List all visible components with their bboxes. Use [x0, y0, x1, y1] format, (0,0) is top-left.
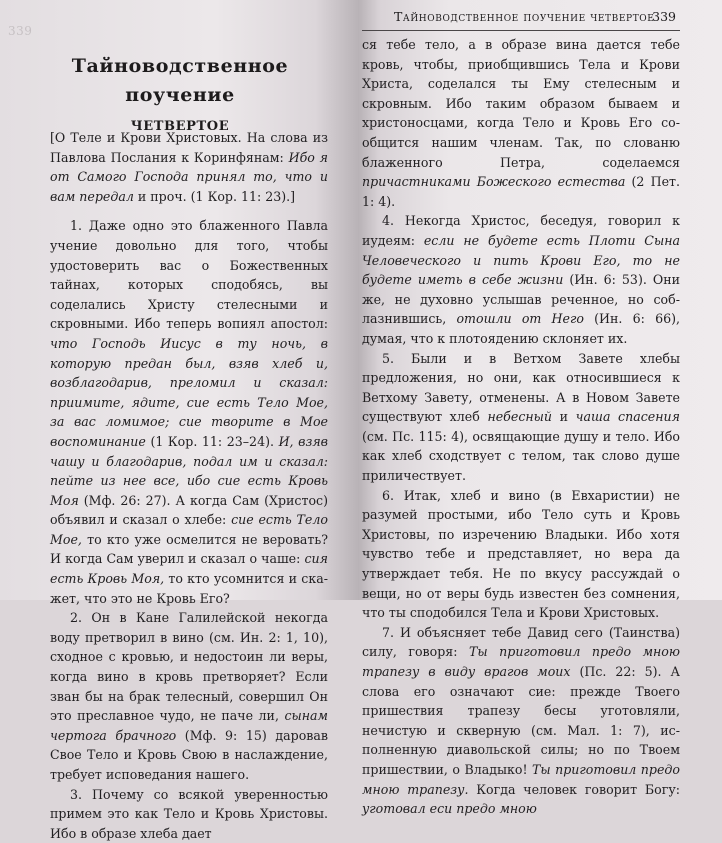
paragraph-continued: ся тебе тело, а в образе вина дается тебе кровь, чтобы, приобщившись Тела и Крови Христа, соделался ты Ему стелесным и скровным. Ибо таким образом бываем и христоносцами, когда Тело и Кровь Его сообщится нашим членам. Так, по слованю блаженного Петра, соделаемся причастниками Божеского естества (2 Пет. 1: 4).: [362, 37, 680, 209]
paragraph-7: 7. И объясняет тебе Давид сего (Таинства) силу, говоря: Ты приготовил предо мною трапезу в виду врагов моих (Пс. 22: 5). А слова его означают сие: прежде Твоего пришествия трапезу бесы уготовляли, нечистую и скверную (см. Мал. 1: 7), исполненную диавольской силы; но по Твоем пришествии, о Владыко! Ты приготовил предо мною трапезу. Когда человек говорит Богу: уготовал еси предо мною: [362, 624, 680, 817]
chapter-title-line2: четвертое: [130, 113, 230, 135]
page-number: 339: [652, 9, 676, 24]
show-through-text: 339: [8, 24, 33, 38]
epigraph-note: [О Теле и Крови Христовых. На слова из Павлова Послания к Коринфянам: Ибо я от Самого Господа принял то, что и вам передал и проч. (1 Кор. 11: 23).]: [50, 130, 328, 204]
left-page: [0, 0, 358, 841]
paragraph-4: 4. Некогда Христос, беседуя, говорил к иудеям: если не будете есть Плоти Сына Человеческого и пить Крови Его, то не будете иметь в себе жизни (Ин. 6: 53). Они же, не духовно услышав реченное, но соблазнившись, отошли от Него (Ин. 6: 66), думая, что к плотоядению склоняет их.: [362, 213, 681, 346]
paragraph-3: 3. Почему со всякой уверенностью примем это как Тело и Кровь Христовы. Ибо в образе хлеба дает: [50, 786, 328, 841]
running-title: Тайноводственное поучение четвертое: [394, 9, 655, 24]
right-text-column: [362, 35, 680, 819]
chapter-title: [24, 52, 336, 139]
running-head: [362, 4, 680, 31]
paragraph-6: 6. Итак, хлеб и вино (в Евхаристии) не разумей простыми, ибо Тело суть и Кровь Христовы, по изречению Владыки. Ибо хотя чувство тебе и представляет, но вера да утверждает тебя. Не по вкусу рассуждай о вещи, но от веры будь известен без сомнения, что ты сподобился Тела и Крови Христовых.: [362, 487, 680, 621]
paragraph-1: 1. Даже одно это блаженного Павла учение довольно для того, чтобы удостоверить вас о Божественных тайнах, которых сподобясь, вы соделались Христу стелесными и скровными. Ибо теперь вопиял апостол: что Господь Иисус в ту ночь, в которую предан был, взяв хлеб и, возблагодарив, преломил и сказал: приимите, ядите, сие есть Тело Мое, за вас ломимое; сие творите в Мое воспоминание (1 Кор. 11: 23–24). И, взяв чашу и благодарив, подал им и сказал: пейте из нее все, ибо сие есть Кровь Моя (Мф. 26: 27). А когда Сам (Христос) объявил и сказал о хлебе: сие есть Тело Мое, то кто уже осмелится не веровать? И когда Сам уверил и сказал о чаше: сия есть Кровь Моя, то кто усомнится и скажет, что это не Кровь Его?: [50, 218, 328, 606]
right-page: [358, 0, 722, 817]
paragraph-5: 5. Были и в Ветхом Завете хлебы предложения, но они, как относившиеся к Ветхому Завету, отменены. А в Новом Завете существуют хлеб небесный и чаша спасения (см. Пс. 115: 4), освящающие душу и тело. Ибо как хлеб сходствует с телом, так слово душе приличествует.: [362, 350, 680, 484]
left-text-column: [50, 128, 328, 843]
chapter-title-line1: Тайноводственное поучение: [71, 55, 289, 106]
paragraph-2: 2. Он в Кане Галилейской некогда воду претворил в вино (см. Ин. 2: 1, 10), сходное с кровью, и недостоин ли веры, когда вино в кровь претворяет? Если зван бы на брак телесный, совершил Он это преславное чудо, не паче ли, сынам чертога брачного (Мф. 9: 15) даровав Свое Тело и Кровь Свою в наслаждение, требует исповедания нашего.: [50, 610, 328, 782]
